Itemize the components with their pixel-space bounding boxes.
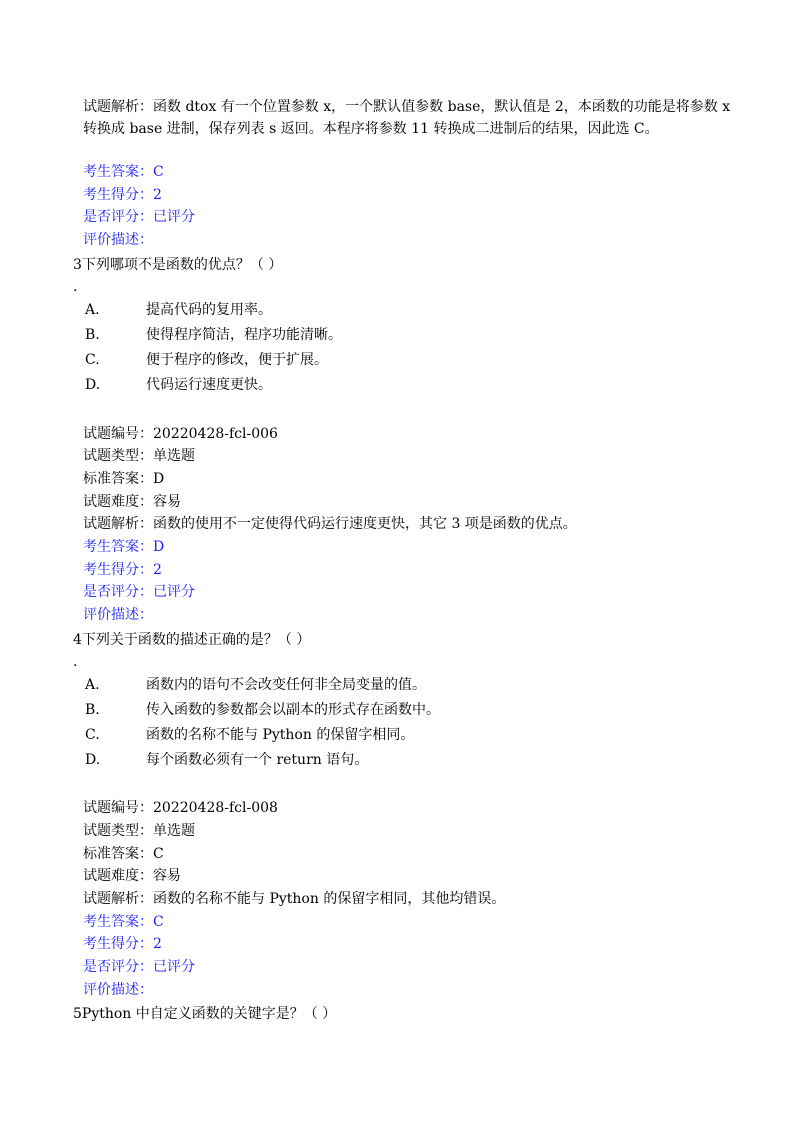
q3-graded: 是否评分：已评分 [83,584,195,600]
q4-option-a-text: 函数内的语句不会改变任何非全局变量的值。 [146,677,426,693]
q2-student-score: 考生得分：2 [83,187,162,203]
q4-difficulty: 试题难度：容易 [83,868,181,884]
q4-option-c-letter: C. [85,727,100,743]
q4-comment: 评价描述： [83,982,153,998]
q3-difficulty: 试题难度：容易 [83,494,181,510]
q3-std-answer: 标准答案：D [83,471,165,487]
q4-type: 试题类型：单选题 [83,823,195,839]
q4-graded: 是否评分：已评分 [83,959,195,975]
q4-question: 4下列关于函数的描述正确的是？（ ） [73,632,311,648]
q3-dot: . [73,279,78,295]
q3-question: 3下列哪项不是函数的优点？（ ） [73,257,283,273]
q3-analysis: 试题解析：函数的使用不一定使得代码运行速度更快，其它 3 项是函数的优点。 [83,516,577,532]
q4-option-c-text: 函数的名称不能与 Python 的保留字相同。 [146,727,415,743]
q3-comment: 评价描述： [83,607,153,623]
q3-type: 试题类型：单选题 [83,448,195,464]
q4-id: 试题编号：20220428-fcl-008 [83,800,278,816]
q4-std-answer: 标准答案：C [83,846,164,862]
q4-option-b-text: 传入函数的参数都会以副本的形式存在函数中。 [146,702,440,718]
q4-analysis: 试题解析：函数的名称不能与 Python 的保留字相同，其他均错误。 [83,891,506,907]
q3-id: 试题编号：20220428-fcl-006 [83,426,278,442]
q4-dot: . [73,654,78,670]
q4-option-d-text: 每个函数必须有一个 return 语句。 [146,752,369,768]
q3-option-c-letter: C. [85,352,100,368]
q2-comment: 评价描述： [83,232,153,248]
q3-option-b-letter: B. [85,327,100,343]
q4-option-b-letter: B. [85,702,100,718]
q3-student-answer: 考生答案：D [83,539,165,555]
q4-student-score: 考生得分：2 [83,936,162,952]
q3-option-a-text: 提高代码的复用率。 [146,302,272,318]
q5-question: 5Python 中自定义函数的关键字是？（ ） [73,1006,337,1022]
q4-student-answer: 考生答案：C [83,914,164,930]
q2-graded: 是否评分：已评分 [83,209,195,225]
q4-option-a-letter: A. [85,677,100,693]
q2-analysis: 试题解析：函数 dtox 有一个位置参数 x，一个默认值参数 base，默认值是 2，本函数的功能是将参数 x 转换成 base 进制，保存列表 s 返回。本程序将参数 11 转换成二进制后的结果，因此选 C。 [83,99,731,137]
q3-option-c-text: 便于程序的修改，便于扩展。 [146,352,328,368]
q3-option-d-letter: D. [85,377,101,393]
q3-option-a-letter: A. [85,302,100,318]
q2-student-answer: 考生答案：C [83,164,164,180]
q3-option-b-text: 使得程序简洁，程序功能清晰。 [146,327,342,343]
q3-option-d-text: 代码运行速度更快。 [146,377,272,393]
q3-student-score: 考生得分：2 [83,562,162,578]
q4-option-d-letter: D. [85,752,101,768]
